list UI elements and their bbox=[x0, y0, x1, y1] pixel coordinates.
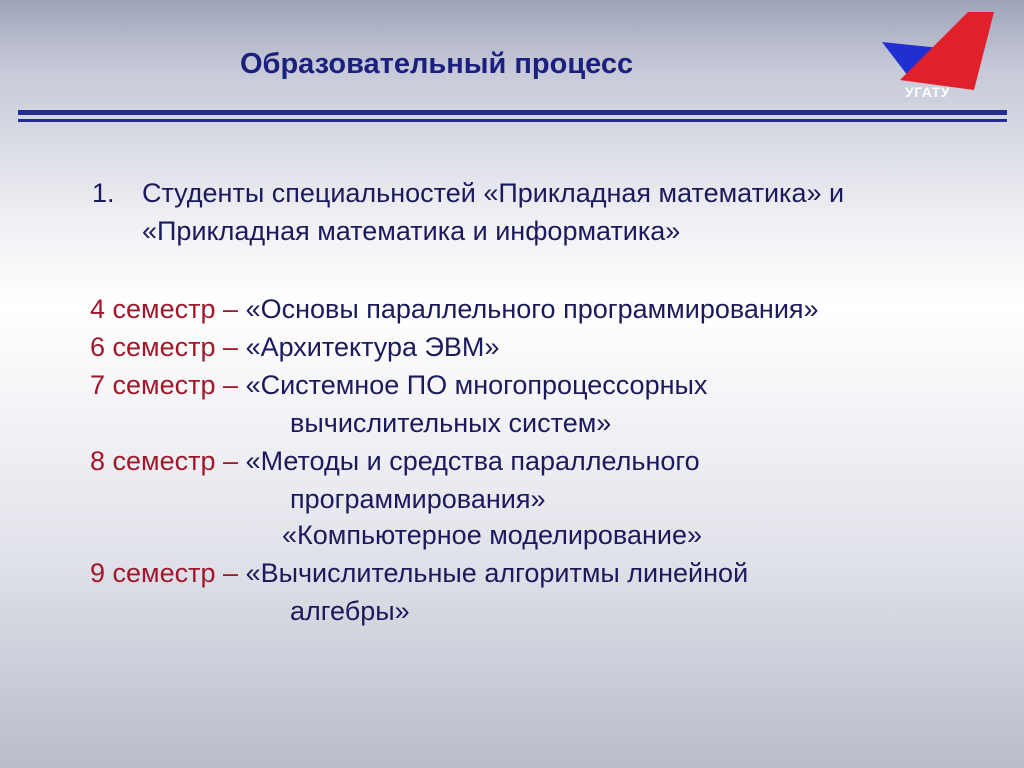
semester-label: 8 семестр bbox=[90, 446, 216, 476]
semester-label: 6 семестр bbox=[90, 332, 216, 362]
semester-dash: – bbox=[223, 446, 239, 476]
semester-dash: – bbox=[223, 332, 239, 362]
logo-label: УГАТУ bbox=[905, 84, 950, 100]
intro-line-2: «Прикладная математика и информатика» bbox=[142, 216, 681, 246]
course-item bbox=[90, 560, 748, 587]
course-title-continuation: вычислительных систем» bbox=[290, 408, 612, 438]
course-item bbox=[90, 448, 700, 475]
course-item bbox=[90, 334, 499, 361]
header-divider-top bbox=[18, 110, 1007, 115]
course-item bbox=[90, 372, 707, 399]
semester-label: 7 семестр bbox=[90, 370, 216, 400]
course-title-continuation: алгебры» bbox=[290, 596, 410, 626]
intro-number: 1. bbox=[92, 178, 115, 208]
course-title: «Основы параллельного программирования» bbox=[245, 294, 819, 324]
semester-dash: – bbox=[223, 294, 239, 324]
course-title: «Компьютерное моделирование» bbox=[282, 520, 703, 550]
course-title-continuation: программирования» bbox=[290, 484, 546, 514]
course-title: «Системное ПО многопроцессорных bbox=[245, 370, 708, 400]
course-item bbox=[90, 296, 819, 323]
course-title: «Архитектура ЭВМ» bbox=[245, 332, 500, 362]
semester-label: 4 семестр bbox=[90, 294, 216, 324]
intro-line-1: Студенты специальностей «Прикладная математика» и bbox=[142, 178, 845, 208]
course-title: «Вычислительные алгоритмы линейной bbox=[245, 558, 749, 588]
course-title: «Методы и средства параллельного bbox=[245, 446, 700, 476]
semester-dash: – bbox=[223, 558, 239, 588]
header-divider-bottom bbox=[18, 119, 1007, 122]
semester-dash: – bbox=[223, 370, 239, 400]
page-title: Образовательный процесс bbox=[240, 48, 634, 80]
semester-label: 9 семестр bbox=[90, 558, 216, 588]
